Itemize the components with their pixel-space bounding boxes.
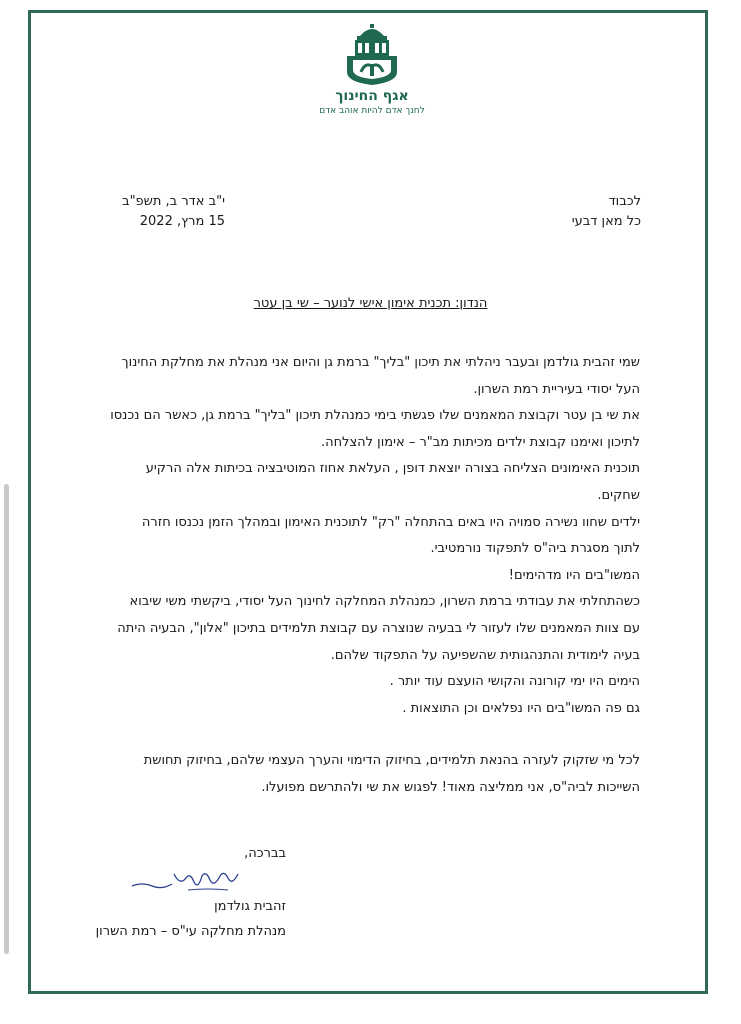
body-line: בעיה לימודית והתנהגותית שהשפיעה על התפקוד שלהם. (330, 647, 640, 663)
hebrew-date: י"ב אדר ב, תשפ"ב (122, 194, 225, 209)
date-block (122, 192, 225, 232)
body-line: עם צוות המאמנים שלו לעזור לי בבעיה שנוצרה עם קבוצת תלמידים בתיכון "אלון", הבעיה היתה (117, 620, 640, 636)
body-line: לתוך מסגרת ביה"ס לתפקוד נורמטיבי. (430, 541, 640, 557)
body-line: ילדים שחוו נשירה סמויה היו באים בהתחלה "רק" לתוכנית האימון ובמהלך הזמן נכנסו חזרה (141, 514, 640, 530)
body-line: את שי בן עטר וקבוצת המאמנים שלו פגשתי בימי כמנהלת תיכון "בליך" ברמת גן, כאשר הם נכנסו (110, 408, 640, 424)
addressee-line: לכבוד (608, 194, 641, 209)
paragraph-gap (80, 722, 640, 748)
addressee-block (572, 192, 641, 232)
signature-icon (128, 866, 246, 896)
body-line: גם פה המשו"בים היו נפלאים וכן התוצאות . (402, 700, 640, 716)
department-name: אגף החינוך (335, 88, 409, 104)
recommendation-line: השייכות לביה"ס, אני ממליצה מאוד! לפגוש את שי ולהתרשם מפועלו. (261, 779, 640, 795)
body-line: המשו"בים היו מדהימים! (508, 567, 640, 583)
department-slogan: לחנך אדם להיות אוהב אדם (319, 106, 425, 116)
body-line: לתיכון ואימנו קבוצת ילדים מכיתות מב"ר – אימון להצלחה. (320, 434, 640, 450)
addressee-line: כל מאן דבעי (571, 214, 641, 229)
scrollbar[interactable] (4, 484, 9, 954)
recommendation-line: לכל מי שזקוק לעזרה בהנאת תלמידים, בחיזוק הדימוי והערך העצמי שלהם, בחיזוק תחושת (143, 753, 640, 769)
body-line: שמי זהבית גולדמן ובעבר ניהלתי את תיכון "בליך" ברמת גן והיום אני מנהלת את מחלקת החינוך (121, 355, 640, 370)
gregorian-date: 15 מרץ, 2022 (139, 214, 225, 229)
signer-name: זהבית גולדמן (214, 899, 286, 914)
body-line: הימים היו ימי קורונה והקושי הועצם עוד יותר . (389, 674, 640, 690)
handwritten-signature (128, 866, 246, 900)
signer-title: מנהלת מחלקה עי"ס – רמת השרון (95, 924, 286, 939)
body-line: כשהתחלתי את עבודתי ברמת השרון, כמנהלת המחלקה לחינוך העל יסודי, ביקשתי משי שיבוא (129, 594, 640, 610)
letterhead (318, 24, 426, 116)
subject-line: הנדון: תכנית אימון אישי לנוער – שי בן עטר (253, 296, 488, 311)
municipal-emblem-icon (343, 24, 401, 86)
body-line: תוכנית האימונים הצליחה בצורה יוצאת דופן , העלאת אחוז המוטיבציה בכיתות אלה הרקיע (145, 461, 640, 477)
body-line: שחקים. (597, 487, 640, 503)
body-line: העל יסודי בעיריית רמת השרון. (473, 381, 640, 397)
letter-body (80, 350, 640, 802)
closing-greeting: בברכה, (244, 846, 286, 861)
